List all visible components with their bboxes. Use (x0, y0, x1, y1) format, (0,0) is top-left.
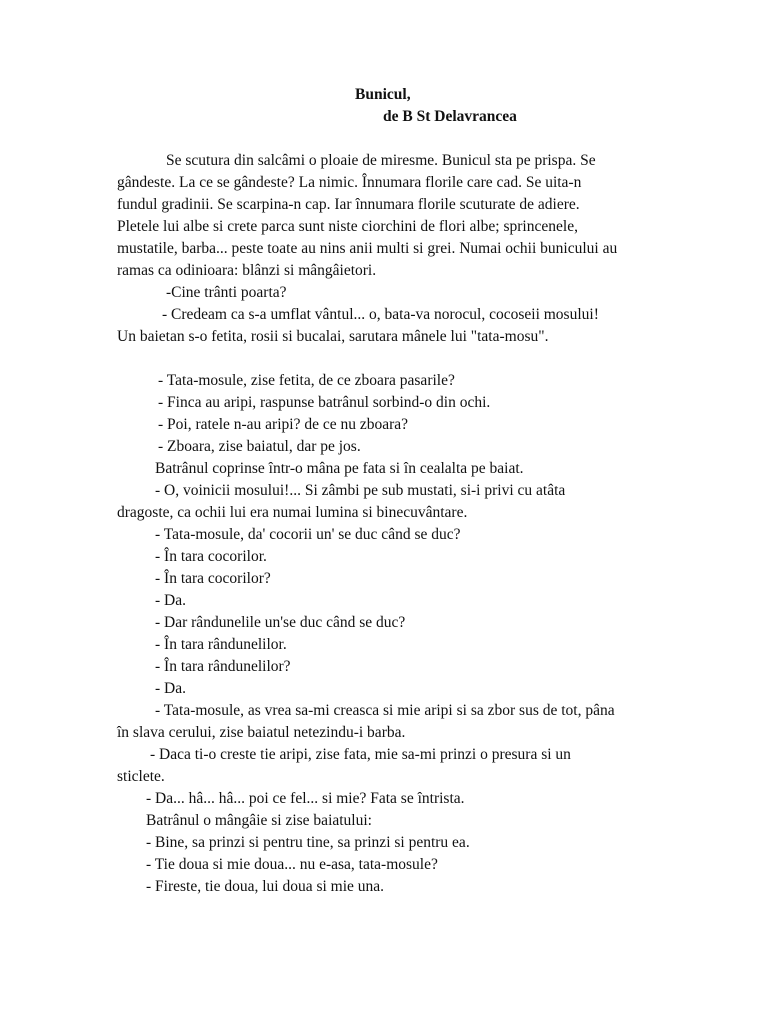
text-line: fundul gradinii. Se scarpina-n cap. Iar înnumara florile scuturate de adiere. (117, 196, 580, 213)
text-line: - În tara cocorilor? (155, 570, 271, 587)
text-line: Pletele lui albe si crete parca sunt niste ciorchini de flori albe; sprincenele, (117, 218, 578, 235)
text-line: - Dar rândunelile un'se duc când se duc? (155, 614, 406, 631)
document-title: Bunicul, (355, 86, 411, 103)
text-line: în slava cerului, zise baiatul netezindu-i barba. (117, 724, 406, 741)
text-line: dragoste, ca ochii lui era numai lumina si binecuvântare. (117, 504, 468, 521)
text-line: - Daca ti-o creste tie aripi, zise fata, mie sa-mi prinzi o presura si un (150, 746, 571, 763)
text-line: - Tata-mosule, as vrea sa-mi creasca si mie aripi si sa zbor sus de tot, pâna (155, 702, 615, 719)
text-line: - În tara rândunelilor. (155, 636, 287, 653)
text-line: - În tara rândunelilor? (155, 658, 291, 675)
text-line: - Tie doua si mie doua... nu e-asa, tata-mosule? (146, 856, 438, 873)
text-line: sticlete. (117, 768, 165, 785)
text-line: - Bine, sa prinzi si pentru tine, sa prinzi si pentru ea. (146, 834, 470, 851)
text-line: -Cine trânti poarta? (166, 284, 287, 301)
text-line: - Da. (155, 592, 186, 609)
text-line: - Tata-mosule, da' cocorii un' se duc când se duc? (155, 526, 461, 543)
text-line: gândeste. La ce se gândeste? La nimic. Înnumara florile care cad. Se uita-n (117, 174, 582, 191)
text-line: mustatile, barba... peste toate au nins anii multi si grei. Numai ochii bunicului au (117, 240, 618, 257)
document-author: de B St Delavrancea (383, 108, 517, 125)
text-line: - Finca au aripi, raspunse batrânul sorbind-o din ochi. (158, 394, 491, 411)
text-line: ramas ca odinioara: blânzi si mângâietori. (117, 262, 377, 279)
text-line: Se scutura din salcâmi o ploaie de miresme. Bunicul sta pe prispa. Se (166, 152, 596, 169)
text-line: - Credeam ca s-a umflat vântul... o, bata-va norocul, cocoseii mosului! (162, 306, 599, 323)
text-line: - În tara cocorilor. (155, 548, 267, 565)
text-line: - Zboara, zise baiatul, dar pe jos. (158, 438, 361, 455)
text-line: - O, voinicii mosului!... Si zâmbi pe sub mustati, si-i privi cu atâta (155, 482, 566, 499)
text-line: Un baietan s-o fetita, rosii si bucalai, sarutara mânele lui "tata-mosu". (117, 328, 549, 345)
text-line: - Da. (155, 680, 186, 697)
text-line: - Tata-mosule, zise fetita, de ce zboara pasarile? (158, 372, 455, 389)
text-line: Batrânul o mângâie si zise baiatului: (146, 812, 372, 829)
text-line: - Da... hâ... hâ... poi ce fel... si mie? Fata se întrista. (146, 790, 465, 807)
text-line: Batrânul coprinse într-o mâna pe fata si în cealalta pe baiat. (155, 460, 524, 477)
text-line: - Poi, ratele n-au aripi? de ce nu zboara? (158, 416, 409, 433)
text-line: - Fireste, tie doua, lui doua si mie una. (146, 878, 385, 895)
